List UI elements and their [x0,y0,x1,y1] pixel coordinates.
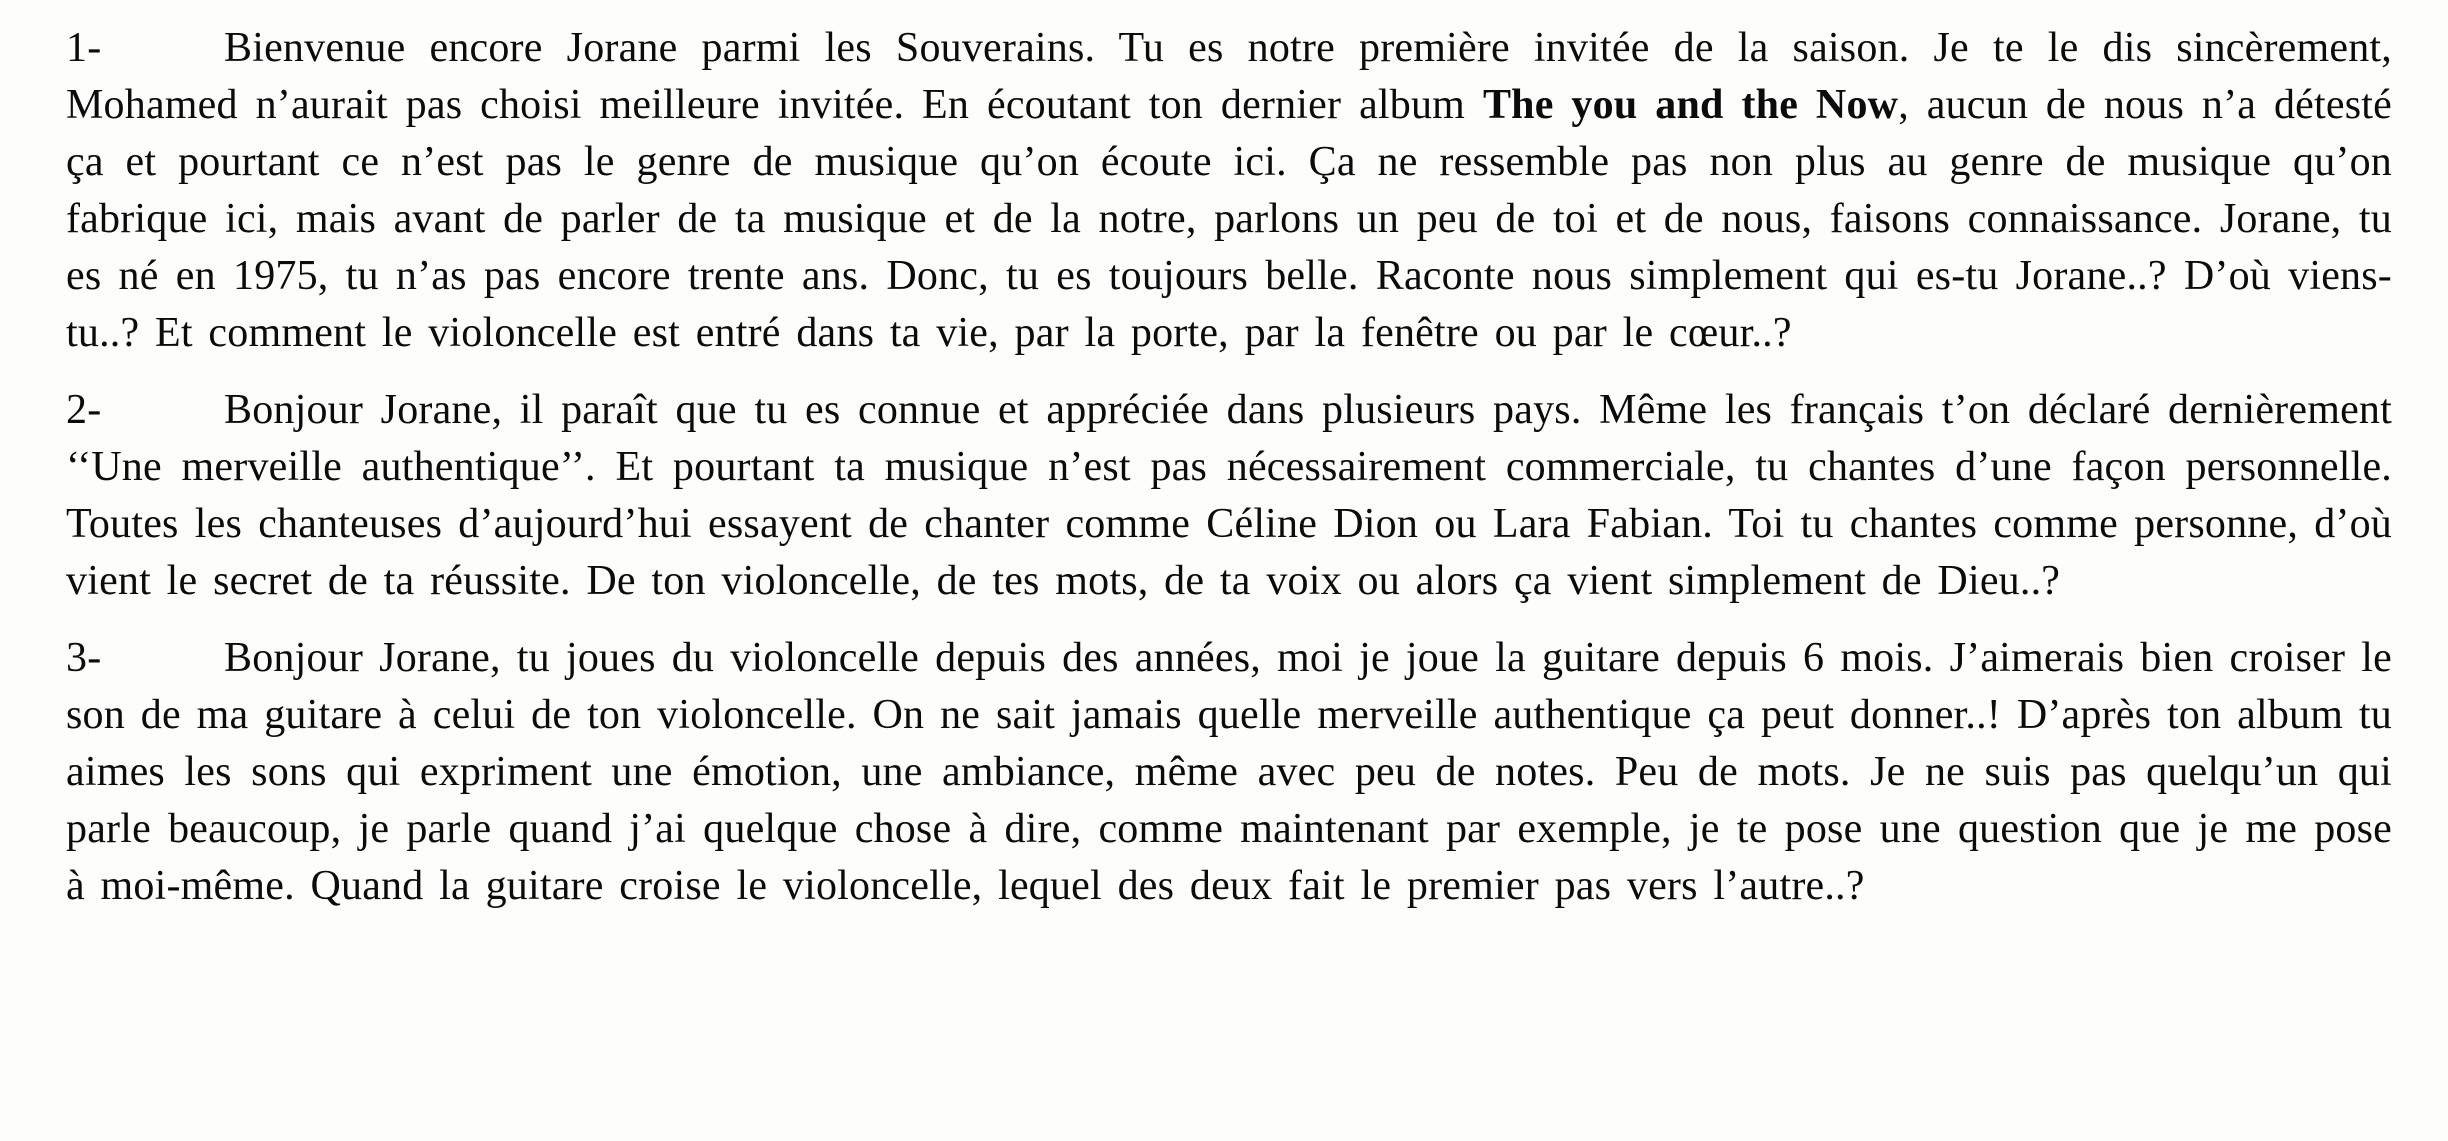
paragraph-text: Bonjour Jorane, tu joues du violoncelle depuis des années, moi je joue la guitare depuis 6 mois. J’aimerais bien croiser le son de ma guitare à celui de ton violoncelle. On ne sait jamais quelle merveille authentique ça peut donner..! D’après ton album tu aimes les sons qui expriment une émotion, une ambiance, même avec peu de notes. Peu de mots. Je ne suis pas quelqu’un qui parle beaucoup, je parle quand j’ai quelque chose à dire, comme maintenant par exemple, je te pose une question que je me pose à moi-même. Quand la guitare croise le violoncelle, lequel des deux fait le premier pas vers l’autre..? [66,635,2392,909]
paragraph-text: , aucun de nous n’a détesté ça et pourtant ce n’est pas le genre de musique qu’on écoute ici. Ça ne ressemble pas non plus au genre de musique qu’on fabrique ici, mais avant de parler de ta musique et de la notre, parlons un peu de toi et de nous, faisons connaissance. Jorane, tu es né en 1975, tu n’as pas encore trente ans. Donc, tu es toujours belle. Raconte nous simplement qui es-tu Jorane..? D’où viens-tu..? Et comment le violoncelle est entré dans ta vie, par la porte, par la fenêtre ou par le cœur..? [66,82,2392,356]
paragraph-3 [66,630,2392,915]
paragraph-2 [66,382,2392,610]
album-title-bold-text: The you and the Now [1482,82,1899,128]
document-body [66,20,2392,915]
paragraph-number: 2- [66,387,102,433]
paragraph-1 [66,20,2392,362]
paragraph-text: Bonjour Jorane, il paraît que tu es connue et appréciée dans plusieurs pays. Même les français t’on déclaré dernièrement ‘‘Une merveille authentique’’. Et pourtant ta musique n’est pas nécessairement commerciale, tu chantes d’une façon personnelle. Toutes les chanteuses d’aujourd’hui essayent de chanter comme Céline Dion ou Lara Fabian. Toi tu chantes comme personne, d’où vient le secret de ta réussite. De ton violoncelle, de tes mots, de ta voix ou alors ça vient simplement de Dieu..? [66,387,2392,604]
paragraph-number: 3- [66,635,102,681]
paragraph-text: Bienvenue encore Jorane parmi les Souverains. Tu es notre première invitée de la saison. Je te le dis sincèrement, Mohamed n’aurait pas choisi meilleure invitée. En écoutant ton dernier album [66,25,2392,128]
paragraph-number: 1- [66,25,102,71]
